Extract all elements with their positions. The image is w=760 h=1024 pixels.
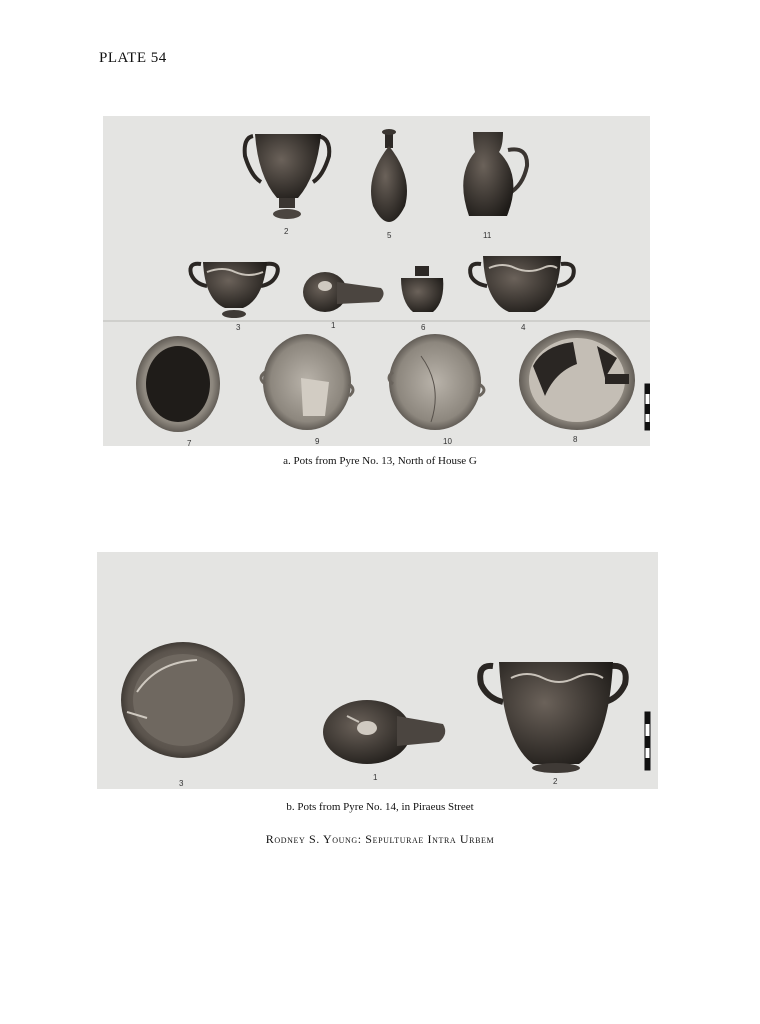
plate-7 (136, 336, 220, 432)
plate-3 (121, 642, 245, 758)
label-3: 3 (236, 323, 241, 332)
scale-bar (645, 384, 650, 430)
bowl-9 (261, 334, 353, 430)
label-7: 7 (187, 439, 192, 446)
label-11: 11 (483, 231, 492, 240)
label-1: 1 (331, 321, 336, 330)
skyphos-3 (190, 262, 277, 318)
label-3: 3 (179, 779, 184, 788)
skyphos-4 (470, 256, 574, 312)
label-2: 2 (284, 227, 289, 236)
scale-bar (645, 712, 650, 770)
plate-title: PLATE 54 (99, 50, 167, 66)
plate-8 (519, 330, 635, 430)
label-10: 10 (443, 437, 452, 446)
jug-11 (463, 132, 527, 216)
lekythos-5 (371, 129, 407, 222)
label-6: 6 (421, 323, 426, 332)
label-8: 8 (573, 435, 578, 444)
photo-pyre-13 (103, 116, 650, 446)
kantharos-2 (245, 134, 330, 219)
author-line: Rodney S. Young: Sepulturae Intra Urbem (265, 832, 495, 846)
skyphos-2 (480, 662, 626, 773)
label-4: 4 (521, 323, 526, 332)
label-1: 1 (373, 773, 378, 782)
lamp-1 (323, 700, 445, 764)
photo-pyre-14 (97, 552, 658, 789)
photo-pyre-13-image (103, 116, 650, 446)
bowl-10 (389, 334, 484, 430)
label-2: 2 (553, 777, 558, 786)
photo-pyre-14-image (97, 552, 658, 789)
label-5: 5 (387, 231, 392, 240)
label-9: 9 (315, 437, 320, 446)
pyxis-6 (401, 266, 443, 312)
caption-b: b. Pots from Pyre No. 14, in Piraeus Street (286, 801, 474, 813)
caption-a: a. Pots from Pyre No. 13, North of House G (283, 455, 477, 467)
lamp-1 (303, 272, 384, 312)
